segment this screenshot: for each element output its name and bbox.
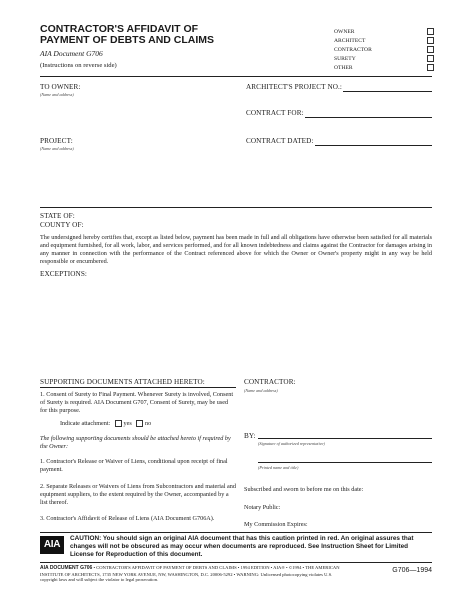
indicate-attachment xyxy=(60,420,151,428)
county-label: COUNTY OF: xyxy=(40,221,84,229)
checkbox[interactable] xyxy=(427,28,434,35)
signature-field[interactable] xyxy=(258,438,432,439)
caution-text: CAUTION: You should sign an original AIA document that has this caution printed in red. An original assures that changes will not be obscured as may occur when documents are reproduced. See Instruction Sheet for Limited License for Reproduction of this document. xyxy=(70,535,414,558)
footer-doc-id: AIA DOCUMENT G706 xyxy=(40,565,93,571)
architects-project-no-label: ARCHITECT'S PROJECT NO.: xyxy=(246,83,343,91)
distribution-row-owner[interactable]: OWNER xyxy=(334,28,434,37)
document-id: AIA Document G706 xyxy=(40,49,103,58)
distribution-row-architect[interactable]: ARCHITECT xyxy=(334,37,434,46)
yes-checkbox[interactable] xyxy=(115,420,122,427)
certification-text: The undersigned hereby certifies that, except as listed below, payment has been made in full and all obligations have otherwise been satisfied for all materials and equipment furnished, for all work, labor, and services performed, and for all known indebtedness and claims against the Contractor for damages arising in any manner in connection with the performance of the Contract referenced above for which the Owner or Owner's property might in any way be held responsible or encumbered. xyxy=(40,234,432,265)
no-checkbox[interactable] xyxy=(136,420,143,427)
footer-code: G706—1994 xyxy=(392,567,432,574)
supporting-documents-heading: SUPPORTING DOCUMENTS ATTACHED HERETO: xyxy=(40,378,205,386)
project-label: PROJECT: xyxy=(40,137,73,145)
footer-body: • CONTRACTOR'S AFFIDAVIT OF PAYMENT OF DEBTS AND CLAIMS • 1994 EDITION • AIA® • ©1994 • THE AMERICAN INSTITUTE OF ARCHITECTS, 1735 NEW YORK AVENUE, NW, WASHINGTON, D.C. 20006-5292 • WARNING: Unlicensed photocopying violates U.S. copyright laws and will subject the violator to legal prosecution. xyxy=(40,565,340,583)
subscribed-sworn-label: Subscribed and sworn to before me on this date: xyxy=(244,486,364,493)
checkbox[interactable] xyxy=(427,46,434,53)
notary-public-label: Notary Public: xyxy=(244,504,281,511)
commission-expires-label: My Commission Expires: xyxy=(244,521,308,528)
caution-top-rule xyxy=(40,532,432,533)
footer-rule xyxy=(40,562,432,563)
distribution-row-other[interactable]: OTHER xyxy=(334,64,434,73)
printed-name-field[interactable] xyxy=(258,462,432,463)
by-label: BY: xyxy=(244,432,256,440)
header-divider xyxy=(40,76,432,77)
supporting-item-release-waiver: 1. Contractor's Release or Waiver of Liens, conditional upon receipt of final payment. xyxy=(40,458,228,473)
checkbox[interactable] xyxy=(427,37,434,44)
contract-dated-field[interactable] xyxy=(315,145,432,146)
supporting-item-affidavit-release: 3. Contractor's Affidavit of Release of Liens (AIA Document G706A). xyxy=(40,515,215,522)
contract-dated-label: CONTRACT DATED: xyxy=(246,137,314,145)
distribution-list xyxy=(334,28,434,73)
no-label: no xyxy=(144,420,152,427)
following-documents-note: The following supporting documents should be attached hereto if required by the Owner: xyxy=(40,435,231,450)
contractor-label: CONTRACTOR: xyxy=(244,378,296,386)
document-title xyxy=(40,24,214,46)
footer-text xyxy=(40,565,350,583)
architects-project-no-field[interactable] xyxy=(343,91,432,92)
supporting-item-consent-of-surety: 1. Consent of Surety to Final Payment. Whenever Surety is involved, Consent of Surety is required. AIA Document G707, Consent of Surety, may be used for this purpose. xyxy=(40,391,234,414)
fields-divider xyxy=(40,207,432,208)
title-line-2: PAYMENT OF DEBTS AND CLAIMS xyxy=(40,34,215,46)
state-label: STATE OF: xyxy=(40,212,75,220)
to-owner-label: TO OWNER: xyxy=(40,83,81,91)
supporting-item-separate-releases: 2. Separate Releases or Waivers of Liens from Subcontractors and material and equipment suppliers, to the extent required by the Owner, accompanied by a list thereof. xyxy=(40,483,236,506)
distribution-row-surety[interactable]: SURETY xyxy=(334,55,434,64)
distribution-row-contractor[interactable]: CONTRACTOR xyxy=(334,46,434,55)
exceptions-label: EXCEPTIONS: xyxy=(40,270,88,278)
contract-for-field[interactable] xyxy=(305,117,432,118)
checkbox[interactable] xyxy=(427,55,434,62)
supporting-divider xyxy=(40,387,236,388)
project-hint: (Name and address) xyxy=(40,146,74,151)
contractor-hint: (Name and address) xyxy=(244,388,278,393)
title-line-1: CONTRACTOR'S AFFIDAVIT OF xyxy=(40,23,199,35)
aia-logo: AIA xyxy=(40,536,64,554)
instructions-note: (Instructions on reverse side) xyxy=(40,62,117,69)
yes-label: yes xyxy=(123,420,132,427)
indicate-attachment-label: Indicate attachment: xyxy=(60,420,111,427)
printed-name-hint: (Printed name and title) xyxy=(258,465,299,470)
signature-hint: (Signature of authorized representative) xyxy=(258,441,325,446)
checkbox[interactable] xyxy=(427,64,434,71)
contract-for-label: CONTRACT FOR: xyxy=(246,109,304,117)
to-owner-hint: (Name and address) xyxy=(40,92,74,97)
